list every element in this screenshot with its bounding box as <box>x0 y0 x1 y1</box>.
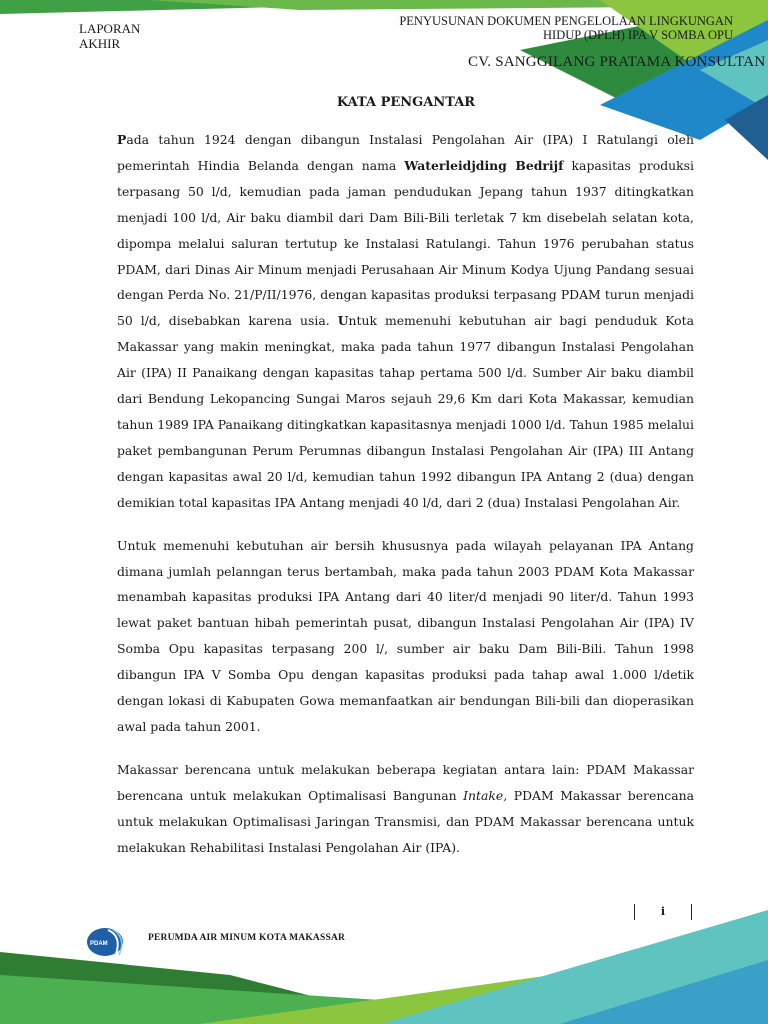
page-number: i <box>634 904 692 920</box>
drop-initial: P <box>117 132 127 147</box>
bold-term: Waterleidjding Bedrijf <box>404 157 564 173</box>
paragraph-1: Pada tahun 1924 dengan dibangun Instalasi Pengolahan Air (IPA) I Ratulangi oleh pemerintah Hindia Belanda dengan nama Waterleidjding Bedrijf kapasitas produksi terpasang 50 l/d, kemudian pada jaman pendudukan Jepang tahun 1937 ditingkatkan menjadi 100 l/d, Air baku diambil dari Dam Bili-Bili terletak 7 km disebelah selatan kota, dipompa melalui saluran tertutup ke Instalasi Ratulangi. Tahun 1976 perubahan status PDAM, dari Dinas Air Minum menjadi Perusahaan Air Minum Kodya Ujung Pandang sesuai dengan Perda No. 21/P/II/1976, dengan kapasitas produksi terpasang PDAM turun menjadi 50 l/d, disebabkan karena usia. Untuk memenuhi kebutuhan air bagi penduduk Kota Makassar yang makin meningkat, maka pada tahun 1977 dibangun Instalasi Pengolahan Air (IPA) II Panaikang dengan kapasitas tahap pertama 500 l/d. Sumber Air baku diambil dari Bendung Lekopancing Sungai Maros sejauh 29,6 Km dari Kota Makassar, kemudian tahun 1989 IPA Panaikang ditingkatkan kapasitasnya menjadi 1000 l/d. Tahun 1985 melalui paket pembangunan Perum Perumnas dibangun Instalasi Pengolahan Air (IPA) III Antang dengan kapasitas awal 20 l/d, kemudian tahun 1992 dibangun IPA Antang 2 (dua) dengan demikian total kapasitas IPA Antang menjadi 40 l/d, dari 2 (dua) Instalasi Pengolahan Air. <box>117 132 694 510</box>
body-text <box>117 127 694 877</box>
italic-term: Intake, <box>463 787 508 803</box>
report-label <box>79 21 140 51</box>
bold-initial: U <box>337 313 349 329</box>
paragraph-2: Untuk memenuhi kebutuhan air bersih khususnya pada wilayah pelayanan IPA Antang dimana jumlah pelanngan terus bertambah, maka pada tahun 2003 PDAM Kota Makassar menambah kapasitas produksi IPA Antang dari 40 liter/d menjadi 90 liter/d. Tahun 1993 lewat paket bantuan hibah pemerintah pusat, dibangun Instalasi Pengolahan Air (IPA) IV Somba Opu kapasitas terpasang 200 l/, sumber air baku Dam Bili-Bili. Tahun 1998 dibangun IPA V Somba Opu dengan kapasitas produksi pada tahap awal 1.000 l/detik dengan lokasi di Kabupaten Gowa memanfaatkan air bendungan Bili-bili dan dioperasikan awal pada tahun 2001. <box>117 537 694 734</box>
logo-text: PDAM <box>90 941 108 947</box>
section-title: KATA PENGANTAR <box>336 95 476 110</box>
pdam-logo-icon <box>86 926 128 958</box>
footer-organization: PERUMDA AIR MINUM KOTA MAKASSAR <box>148 933 346 943</box>
report-label-line1: LAPORAN <box>79 21 141 36</box>
document-title-line1: PENYUSUNAN DOKUMEN PENGELOLAAN LINGKUNGAN <box>399 14 733 28</box>
company-name: CV. SANGGILANG PRATAMA KONSULTAN <box>468 54 766 70</box>
document-title-line2: HIDUP (DPLH) IPA V SOMBA OPU <box>543 28 733 42</box>
paragraph-3: Makassar berencana untuk melakukan beberapa kegiatan antara lain: PDAM Makassar berencana untuk melakukan Optimalisasi Bangunan Intake, PDAM Makassar berencana untuk melakukan Optimalisasi Jaringan Transmisi, dan PDAM Makassar berencana untuk melakukan Rehabilitasi Instalasi Pengolahan Air (IPA). <box>117 761 694 855</box>
document-title <box>399 14 733 42</box>
report-label-line2: AKHIR <box>79 36 121 51</box>
